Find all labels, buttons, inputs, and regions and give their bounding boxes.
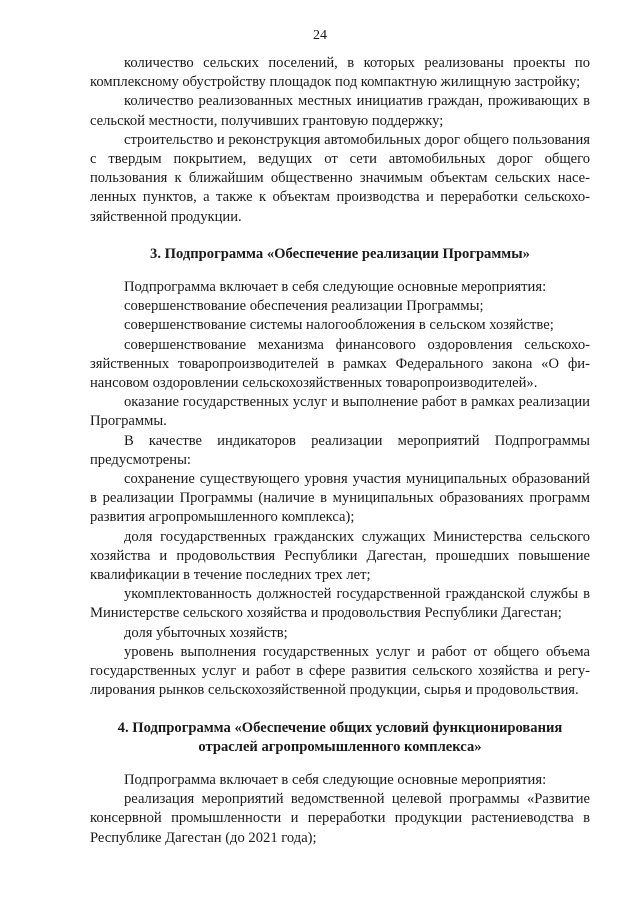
- paragraph: доля убыточных хозяйств;: [124, 624, 288, 641]
- page-number: 24: [313, 28, 327, 43]
- paragraph: сохранение существующего уровня участия муниципальных образований в реализации Программы (наличие в муниципальных образованиях программ развития агропромышленного комплекса);: [90, 471, 590, 526]
- paragraph: реализация мероприятий ведомственной целевой программы «Развитие консервной промышленности и переработки продукции растениеводства в Республике Дагестан (до 2021 года);: [90, 791, 590, 846]
- paragraph: количество сельских поселений, в которых реализованы проекты по комплексному обустройству площадок под компактную жилищную застройку;: [90, 55, 590, 91]
- paragraph: уровень выполнения государственных услуг и работ от общего объема государственных услуг и работ в сфере развития сельского хозяйства и регулирования рынков сельскохозяйственной продукции, сырья и продовольствия.: [90, 643, 590, 699]
- paragraph: совершенствование системы налогообложения в сельском хозяйстве;: [124, 317, 554, 334]
- paragraph: количество реализованных местных инициатив граждан, проживающих в сельской местности, получивших грантовую поддержку;: [90, 93, 590, 129]
- paragraph: совершенствование механизма финансового оздоровления сельскохозяйственных товаропроизводителей в рамках Федерального закона «О финансовом оздоровлении сельскохозяйственных товаропроизводителей».: [90, 336, 590, 392]
- spacer: [90, 701, 590, 719]
- section-heading: 4. Подпрограмма «Обеспечение общих условий функционирования отраслей агропромышленного комплекса»: [117, 719, 563, 755]
- spacer: [90, 264, 590, 278]
- paragraph: доля государственных гражданских служащих Министерства сельского хозяйства и продовольствия Республики Дагестан, прошедших повышение квалификации в течение последних трех лет;: [90, 528, 590, 584]
- paragraph: Подпрограмма включает в себя следующие основные мероприятия:: [124, 771, 547, 788]
- spacer: [90, 227, 590, 245]
- spacer: [90, 757, 590, 771]
- paragraph: укомплектованность должностей государственной гражданской службы в Министерстве сельского хозяйства и продовольствия Республики Дагестан;: [90, 586, 590, 622]
- paragraph: строительство и реконструкция автомобильных дорог общего пользования с твердым покрытием, ведущих от сети автомобильных дорог общего пользования к ближайшим общественно значимым объектам сельских населенных пунктов, а также к объектам производства и переработки сельскохозяйственной продукции.: [90, 131, 590, 225]
- paragraph: совершенствование обеспечения реализации Программы;: [124, 298, 484, 315]
- document-body: [90, 54, 590, 848]
- section-heading: 3. Подпрограмма «Обеспечение реализации Программы»: [150, 245, 530, 262]
- paragraph: Подпрограмма включает в себя следующие основные мероприятия:: [124, 279, 547, 296]
- paragraph: В качестве индикаторов реализации мероприятий Подпрограммы предусмотрены:: [90, 432, 590, 468]
- paragraph: оказание государственных услуг и выполнение работ в рамках реализации Программы.: [90, 394, 590, 430]
